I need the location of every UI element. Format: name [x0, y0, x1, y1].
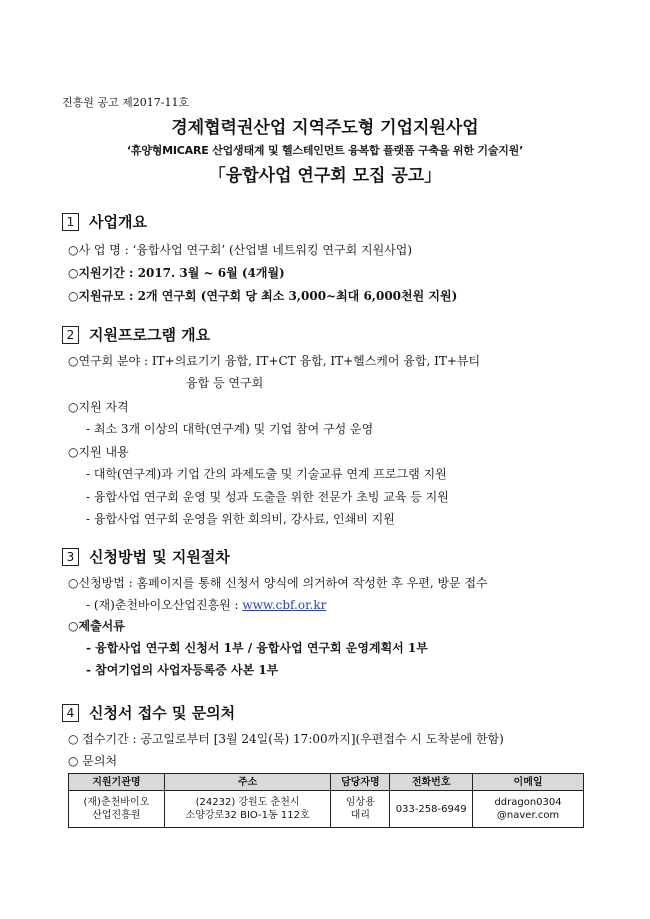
header-phone: 전화번호 — [390, 774, 473, 791]
eligibility-item: - 최소 3개 이상의 대학(연구계) 및 기업 참여 구성 운영 — [86, 422, 374, 436]
research-field-line-cont: 융합 등 연구회 — [186, 376, 264, 390]
address-line: 소양강로32 BIO-1동 112호 — [185, 810, 310, 821]
application-method-line: ○신청방법 : 홈페이지를 통해 신청서 양식에 의거하여 작성한 후 우편, 방문 접수 — [68, 576, 488, 590]
document-item: - 융합사업 연구회 신청서 1부 / 융합사업 연구회 운영계획서 1부 — [86, 641, 428, 655]
cell-address — [164, 791, 331, 828]
section-number-box: 2 — [62, 326, 79, 344]
section-1-heading — [62, 211, 147, 232]
notice-number: 진흥원 공고 제2017-11호 — [62, 96, 190, 109]
eligibility-heading: ○지원 자격 — [68, 400, 129, 414]
header-address: 주소 — [164, 774, 331, 791]
header-email: 이메일 — [473, 774, 584, 791]
page-title: 경제협력권산업 지역주도형 기업지원사업 — [171, 118, 479, 138]
table-row — [69, 791, 584, 828]
email-line: ddragon0304 — [494, 797, 562, 808]
section-title: 신청서 접수 및 문의처 — [89, 704, 236, 722]
documents-heading: ○제출서류 — [68, 619, 125, 633]
person-title: 대리 — [350, 810, 370, 821]
support-content-item: - 융합사업 연구회 운영 및 성과 도출을 위한 전문가 초빙 교육 등 지원 — [86, 490, 449, 504]
cell-email[interactable] — [473, 791, 584, 828]
website-label: - (재)춘천바이오산업진흥원 : — [86, 598, 243, 612]
support-scale-line: ○지원규모 : 2개 연구회 (연구회 당 최소 3,000~최대 6,000천원 지원) — [68, 289, 458, 303]
section-2-heading — [62, 324, 210, 345]
section-title: 신청방법 및 지원절차 — [89, 548, 230, 566]
website-link[interactable]: www.cbf.or.kr — [242, 598, 327, 612]
section-4-heading — [62, 702, 235, 723]
website-line — [86, 596, 326, 613]
support-content-item: - 대학(연구계)과 기업 간의 과제도출 및 기술교류 연계 프로그램 지원 — [86, 467, 447, 481]
inquiry-heading: ○ 문의처 — [68, 754, 118, 768]
contact-table-header-row — [69, 774, 584, 791]
reception-period-line: ○ 접수기간 : 공고일로부터 [3월 24일(목) 17:00까지](우편접수 시 도착분에 한함) — [68, 732, 504, 746]
business-name-line: ○사 업 명 : ‘융합사업 연구회’ (산업별 네트워킹 연구회 지원사업) — [68, 243, 413, 257]
address-line: (24232) 강원도 춘천시 — [195, 797, 300, 808]
section-title: 지원프로그램 개요 — [89, 326, 211, 344]
support-content-heading: ○지원 내용 — [68, 445, 129, 459]
section-title: 사업개요 — [89, 213, 147, 231]
support-period-line: ○지원기간 : 2017. 3월 ~ 6월 (4개월) — [68, 266, 285, 280]
section-number-box: 1 — [62, 213, 79, 231]
email-line: @naver.com — [496, 810, 560, 821]
section-number-box: 4 — [62, 704, 79, 722]
header-contact-person: 담당자명 — [331, 774, 390, 791]
support-content-item: - 융합사업 연구회 운영을 위한 회의비, 강사료, 인쇄비 지원 — [86, 512, 395, 526]
header-org: 지원기관명 — [69, 774, 165, 791]
person-name: 임상용 — [345, 797, 375, 808]
org-line: 산업진흥원 — [92, 810, 141, 821]
org-line: (재)춘천바이오 — [83, 797, 150, 808]
section-3-heading — [62, 546, 230, 567]
cell-contact-person — [331, 791, 390, 828]
cell-phone: 033-258-6949 — [390, 791, 473, 828]
document-item: - 참여기업의 사업자등록증 사본 1부 — [86, 663, 279, 677]
page-subtitle: ‘휴양형MICARE 산업생태계 및 헬스테인먼트 융복합 플랫폼 구축을 위한 기술지원’ — [126, 144, 524, 157]
research-field-line: ○연구회 분야 : IT+의료기기 융합, IT+CT 융합, IT+헬스케어 융합, IT+뷰티 — [68, 354, 481, 368]
section-number-box: 3 — [62, 548, 79, 566]
main-title: 「융합사업 연구회 모집 공고」 — [208, 166, 442, 186]
cell-org — [69, 791, 165, 828]
contact-table — [68, 773, 584, 828]
